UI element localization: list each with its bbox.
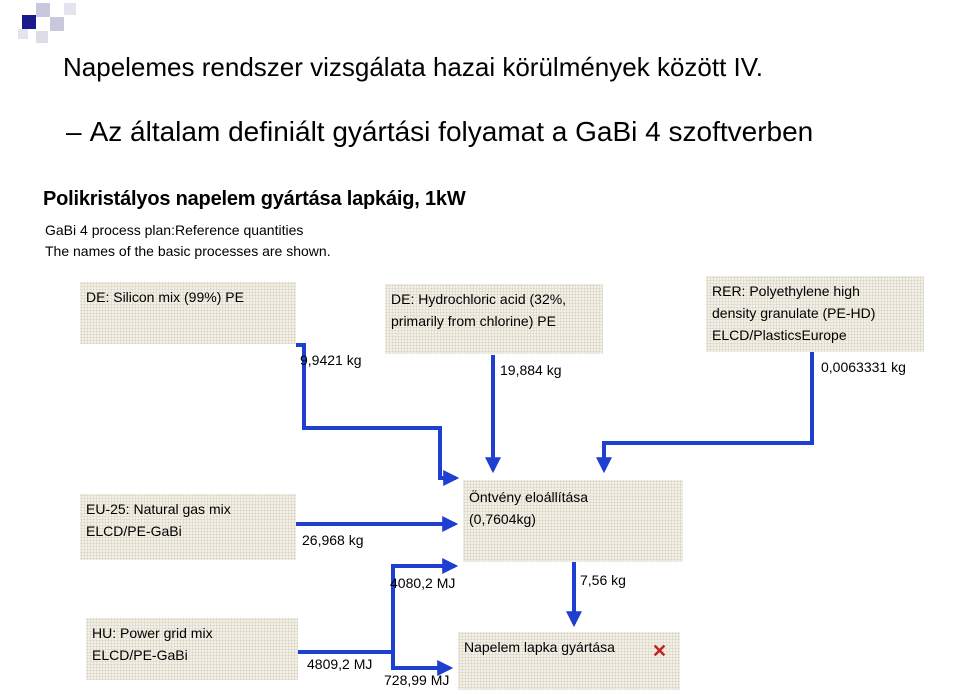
flow-qty-pe: 0,0063331 kg [821, 359, 906, 375]
slide-subtitle-text: Az általam definiált gyártási folyamat a GaBi 4 szoftverben [89, 116, 814, 147]
flow-qty-hcl: 19,884 kg [500, 362, 562, 378]
process-label: Öntvény eloállítása [469, 489, 589, 505]
process-label: ELCD/PE-GaBi [92, 647, 188, 663]
flow-qty-casting-energy: 4080,2 MJ [390, 575, 456, 591]
process-label: ELCD/PlasticsEurope [712, 327, 847, 343]
slide-title: Napelemes rendszer vizsgálata hazai körülmények között IV. [63, 52, 763, 82]
process-label: Napelem lapka gyártása [464, 639, 615, 655]
gabi-plan-info-line: GaBi 4 process plan:Reference quantities [45, 222, 304, 238]
process-label: DE: Hydrochloric acid (32%, [391, 291, 567, 307]
flow-pe-to-casting [604, 352, 812, 470]
flow-qty-grid: 4809,2 MJ [307, 656, 373, 672]
flow-qty-silicon: 9,9421 kg [300, 352, 362, 368]
gabi-plan-title: Polikristályos napelem gyártása lapkáig, 1kW [43, 188, 466, 210]
flow-qty-casting-output: 7,56 kg [580, 572, 626, 588]
gabi-plan-info-line: The names of the basic processes are shown. [45, 243, 331, 259]
close-icon[interactable]: ✕ [652, 641, 668, 661]
process-label: DE: Silicon mix (99%) PE [86, 289, 244, 305]
flow-qty-wafer-energy: 728,99 MJ [384, 672, 450, 688]
process-label: EU-25: Natural gas mix [86, 501, 231, 517]
flow-grid-to-wafer [393, 652, 450, 668]
process-label: HU: Power grid mix [92, 625, 213, 641]
flow-qty-gas: 26,968 kg [302, 532, 364, 548]
process-label: RER: Polyethylene high [712, 283, 860, 299]
process-label: (0,7604kg) [469, 511, 536, 527]
process-label: density granulate (PE-HD) [712, 305, 876, 321]
process-label: primarily from chlorine) PE [391, 313, 556, 329]
bullet-dash: – [66, 116, 82, 147]
process-label: ELCD/PE-GaBi [86, 523, 182, 539]
